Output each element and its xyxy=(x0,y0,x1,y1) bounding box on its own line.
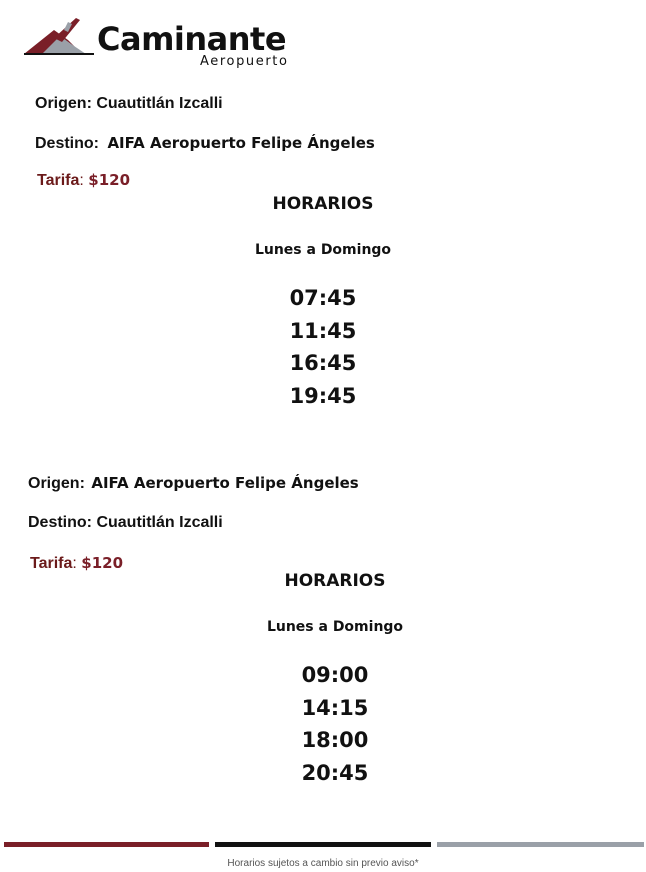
plane-mountain-icon xyxy=(24,16,96,56)
brand-name: Caminante xyxy=(97,20,287,58)
route-2-destination xyxy=(28,514,223,532)
destination-label: Destino: xyxy=(28,514,92,531)
departure-time: 18:00 xyxy=(301,728,369,753)
origin-value: AIFA Aeropuerto Felipe Ángeles xyxy=(91,474,359,492)
footer-bar-red xyxy=(4,842,209,847)
fare-value: $120 xyxy=(88,171,131,189)
fare-value: $120 xyxy=(81,554,124,572)
route-1-schedule-title: HORARIOS xyxy=(272,194,374,214)
destination-value: AIFA Aeropuerto Felipe Ángeles xyxy=(107,134,375,152)
departure-time: 11:45 xyxy=(289,318,357,343)
origin-label: Origen: xyxy=(35,95,92,112)
departure-time: 19:45 xyxy=(289,383,357,408)
brand-logo xyxy=(24,16,314,74)
destination-label: Destino: xyxy=(35,135,99,152)
footer-note: Horarios sujetos a cambio sin previo aviso* xyxy=(227,858,419,869)
departure-time: 14:15 xyxy=(301,695,369,720)
fare-label: Tarifa xyxy=(30,555,73,572)
route-2-origin xyxy=(28,474,359,493)
departure-time: 07:45 xyxy=(289,286,357,310)
brand-tagline: Aeropuerto xyxy=(200,54,289,69)
footer-bar-gray xyxy=(437,842,644,847)
route-2-schedule-title: HORARIOS xyxy=(284,571,386,591)
route-1-fare: Tarifa: $120 xyxy=(37,171,131,189)
fare-label: Tarifa xyxy=(37,172,80,189)
route-1-destination xyxy=(35,134,375,153)
route-2-times xyxy=(12,659,646,789)
origin-value: Cuautitlán Izcalli xyxy=(96,95,223,112)
departure-time: 09:00 xyxy=(301,663,369,687)
route-1-origin xyxy=(35,95,223,113)
route-2-fare: Tarifa: $120 xyxy=(30,554,124,572)
route-2-days: Lunes a Domingo xyxy=(266,619,404,635)
departure-time: 20:45 xyxy=(301,760,369,785)
route-1-times xyxy=(0,282,646,412)
departure-time: 16:45 xyxy=(289,351,357,376)
destination-value: Cuautitlán Izcalli xyxy=(96,514,223,531)
route-1-days: Lunes a Domingo xyxy=(254,242,392,258)
footer-bar-black xyxy=(215,842,431,847)
origin-label: Origen: xyxy=(28,475,85,492)
